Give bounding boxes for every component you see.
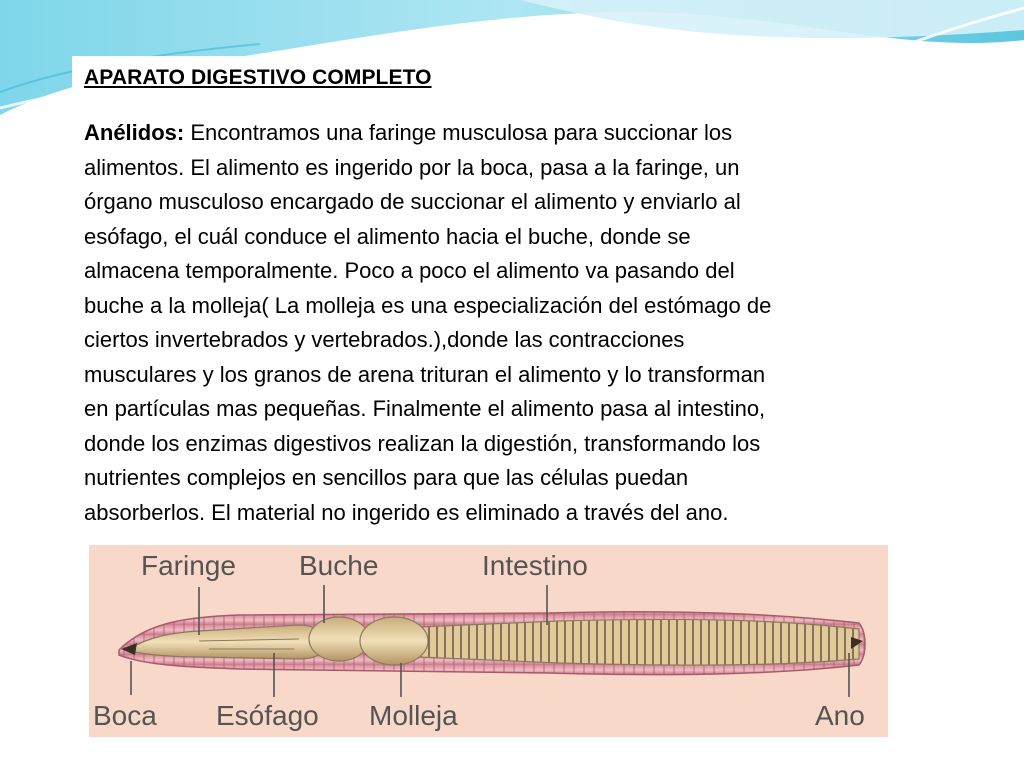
paragraph-line: órgano musculoso encargado de succionar el alimento y enviarlo al xyxy=(84,189,741,214)
paragraph-line: musculares y los granos de arena trituran el alimento y lo transforman xyxy=(84,361,766,387)
paragraph-line: absorberlos. El material no ingerido es eliminado a través del ano. xyxy=(84,499,729,525)
label-buche: Buche xyxy=(299,550,379,581)
paragraph-line: esófago, el cuál conduce el alimento hacia el buche, donde se xyxy=(84,223,691,249)
gizzard-molleja xyxy=(360,617,428,665)
paragraph-line: donde los enzimas digestivos realizan la digestión, transformando los xyxy=(84,430,761,456)
paragraph-line-text: Encontramos una faringe musculosa para succionar los xyxy=(190,120,733,145)
intestine-tube xyxy=(419,619,859,665)
paragraph-line: alimentos. El alimento es ingerido por la boca, pasa a la faringe, un xyxy=(84,154,740,180)
paragraph-line: en partículas mas pequeñas. Finalmente el alimento pasa al intestino, xyxy=(84,396,766,421)
diagram-svg xyxy=(89,545,888,737)
label-esofago: Esófago xyxy=(216,700,319,731)
label-boca: Boca xyxy=(93,700,157,731)
annelid-digestive-diagram xyxy=(89,545,888,737)
paragraph-line: nutrientes complejos en sencillos para que las células puedan xyxy=(84,465,689,490)
body-paragraph xyxy=(84,116,984,530)
label-faringe: Faringe xyxy=(141,550,236,581)
paragraph-line: buche a la molleja( La molleja es una especialización del estómago de xyxy=(84,292,772,318)
paragraph-line: almacena temporalmente. Poco a poco el alimento va pasando del xyxy=(84,258,735,283)
paragraph-line xyxy=(84,116,984,151)
label-intestino: Intestino xyxy=(482,550,588,581)
paragraph-lead: Anélidos: xyxy=(84,120,185,145)
label-ano: Ano xyxy=(815,700,865,731)
paragraph-line: ciertos invertebrados y vertebrados.),donde las contracciones xyxy=(84,327,685,352)
slide-title: APARATO DIGESTIVO COMPLETO xyxy=(84,66,432,89)
label-molleja: Molleja xyxy=(369,700,458,731)
